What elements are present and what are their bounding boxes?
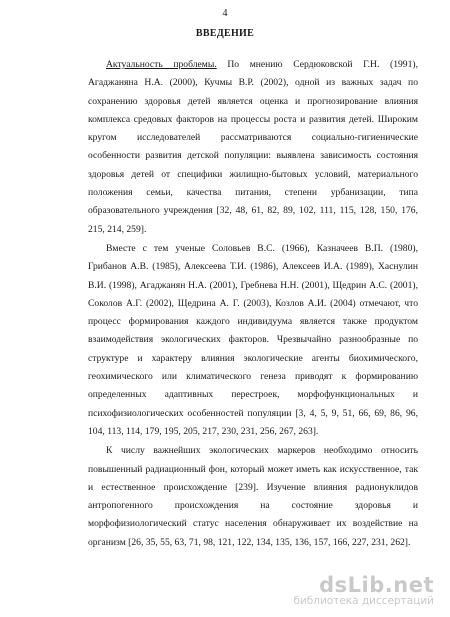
paragraph-radiation xyxy=(88,442,418,552)
text-line: 215, 214, 259]. xyxy=(88,223,147,235)
text-line: психофизиологических особенностей популяции [3, 4, 5, 9, 51, 66, 69, 86, 96, xyxy=(88,407,418,419)
text-line: положения семьи, качества питания, степени урбанизации, типа xyxy=(88,187,418,199)
text-line: взаимодействия экологических факторов. Чрезвычайно разнообразные по xyxy=(88,334,418,346)
dslib-watermark-logo xyxy=(293,573,434,607)
paragraph-ecology-factors xyxy=(88,240,418,441)
text-line: Грибанов А.В. (1985), Алексеева Т.И. (1986), Алексеев И.А. (1989), Хаснулин xyxy=(88,261,418,273)
watermark-brand: dsLib.net xyxy=(319,573,434,597)
document-body xyxy=(88,56,418,552)
text-line: морфофизиологический статус населения обнаруживает их воздействие на xyxy=(88,518,418,530)
section-title: ВВЕДЕНИЕ xyxy=(195,28,255,39)
text-line: В.И. (1998), Агаджанян Н.А. (2001), Гребнева Н.Н. (2001), Щедрин А.С. (2001), xyxy=(88,279,418,291)
text-line: антропогенного происхождения на состояние здоровья и xyxy=(88,500,418,512)
text-line: организм [26, 35, 55, 63, 71, 98, 121, 122, 134, 135, 136, 157, 166, 227, 231, 262]. xyxy=(88,536,411,548)
text-line: определенных адаптивных перестроек, морфофункциональных и xyxy=(88,389,418,401)
text-line: образовательного учреждения [32, 48, 61, 82, 89, 102, 111, 115, 128, 150, 176, xyxy=(88,205,418,217)
watermark-tagline: библиотека диссертаций xyxy=(293,595,434,607)
text-line-rest: По мнению Сердюковской Г.Н. (1991), xyxy=(216,59,418,70)
text-line: и естественное происхождение [239]. Изучение влияния радионуклидов xyxy=(88,481,418,493)
text-line: комплекса средовых факторов на процессы роста и развития детей. Широким xyxy=(88,113,418,125)
text-line: здоровья детей от специфики жилищно-бытовых условий, материального xyxy=(88,168,418,180)
text-line: кругом исследователей рассматриваются социально-гигиенические xyxy=(88,132,418,144)
text-line: 104, 113, 114, 179, 195, 205, 217, 230, 231, 256, 267, 263]. xyxy=(88,425,319,437)
text-line: особенности развития детской популяции: выявлена зависимость состояния xyxy=(88,150,418,162)
text-line xyxy=(88,56,418,74)
text-line: Соколов А.Г. (2002), Щедрина А. Г. (2003), Козлов А.И. (2004) отмечают, что xyxy=(88,297,418,309)
text-line: геохимического или климатического генеза приводят к формированию xyxy=(88,371,418,383)
text-line: К числу важнейших экологических маркеров необходимо относить xyxy=(106,445,418,457)
text-line: Вместе с тем ученые Соловьев В.С. (1966), Казначеев В.П. (1980), xyxy=(106,242,418,254)
page-number: 4 xyxy=(222,8,228,19)
text-line: сохранению здоровья детей является оценка и прогнозирование влияния xyxy=(88,95,418,107)
text-line: структуре и характеру влияния экологические агенты биохимического, xyxy=(88,352,418,364)
text-line: повышенный радиационный фон, который может иметь как искусственное, так xyxy=(88,463,418,475)
text-line: Агаджаняна Н.А. (2000), Кучмы В.Р. (2002), одной из важных задач по xyxy=(88,77,418,89)
relevance-heading: Актуальность проблемы. xyxy=(106,59,217,70)
paragraph-relevance xyxy=(88,56,418,239)
text-line: процесс формирования каждого индивидуума является также продуктом xyxy=(88,316,418,328)
